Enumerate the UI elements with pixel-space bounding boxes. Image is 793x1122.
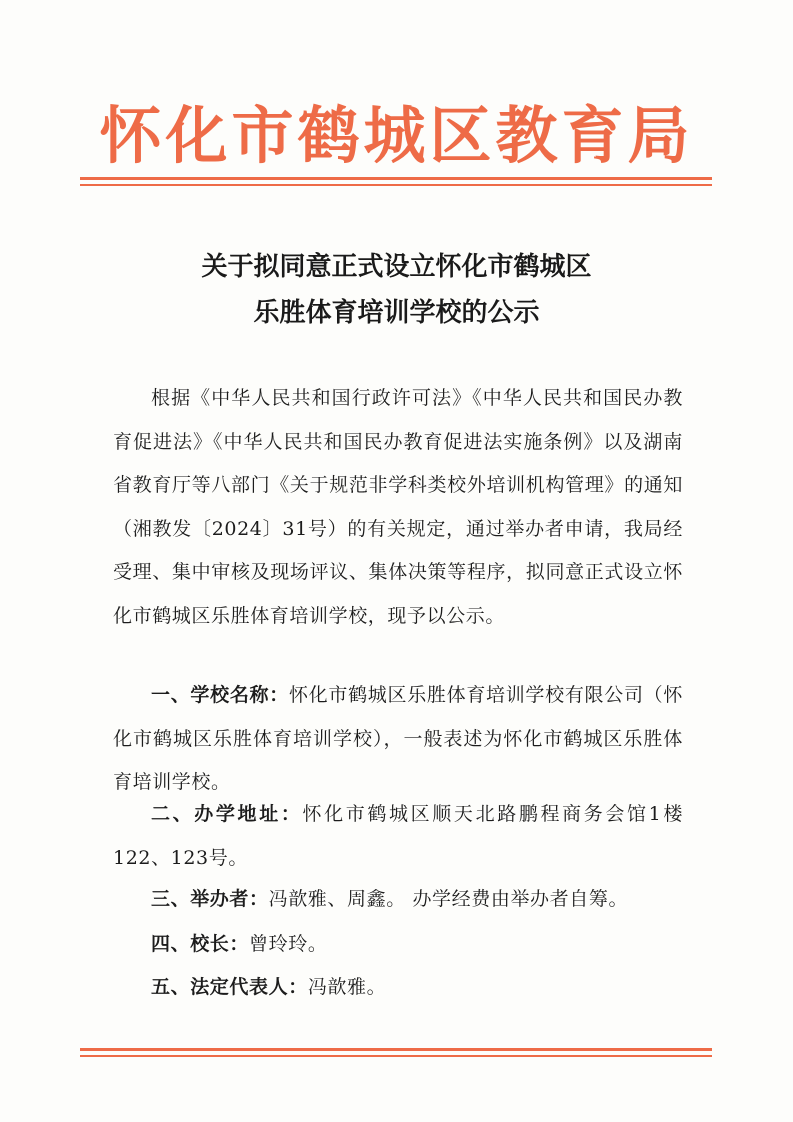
item-school-address — [113, 793, 683, 880]
item-label: 二、办学地址： — [151, 803, 303, 825]
letterhead-rule-thick — [80, 177, 712, 180]
document-title-line-2: 乐胜体育培训学校的公示 — [253, 298, 540, 328]
item-value: 曾玲玲。 — [249, 933, 328, 955]
item-school-name — [113, 674, 683, 805]
intro-paragraph: 根据《中华人民共和国行政许可法》《中华人民共和国民办教育促进法》《中华人民共和国民办教育促进法实施条例》以及湖南省教育厅等八部门《关于规范非学科类校外培训机构管理》的通知（湘教发〔2024〕31号）的有关规定，通过举办者申请，我局经受理、集中审核及现场评议、集体决策等程序，拟同意正式设立怀化市鹤城区乐胜体育培训学校，现予以公示。 — [113, 387, 683, 627]
footer-rule-thin — [80, 1055, 712, 1057]
item-label: 一、学校名称： — [151, 684, 289, 706]
document-title-line-1: 关于拟同意正式设立怀化市鹤城区 — [201, 252, 592, 282]
footer-rule-thick — [80, 1048, 712, 1051]
item-value: 冯歆雅、周鑫。 办学经费由举办者自筹。 — [268, 888, 629, 910]
item-label: 四、校长： — [151, 933, 250, 955]
item-value: 怀化市鹤城区乐胜体育培训学校有限公司（怀化市鹤城区乐胜体育培训学校），一般表述为怀化市鹤城区乐胜体育培训学校。 — [113, 684, 683, 793]
item-value: 怀化市鹤城区顺天北路鹏程商务会馆1楼122、123号。 — [113, 803, 683, 869]
item-organizer — [151, 879, 628, 919]
letterhead-rule-thin — [80, 184, 712, 186]
item-legal-representative — [151, 967, 386, 1007]
item-principal — [151, 924, 327, 964]
agency-letterhead: 怀化市鹤城区教育局 — [99, 99, 694, 172]
item-value: 冯歆雅。 — [307, 976, 387, 998]
item-label: 五、法定代表人： — [151, 976, 308, 998]
item-label: 三、举办者： — [151, 888, 269, 910]
